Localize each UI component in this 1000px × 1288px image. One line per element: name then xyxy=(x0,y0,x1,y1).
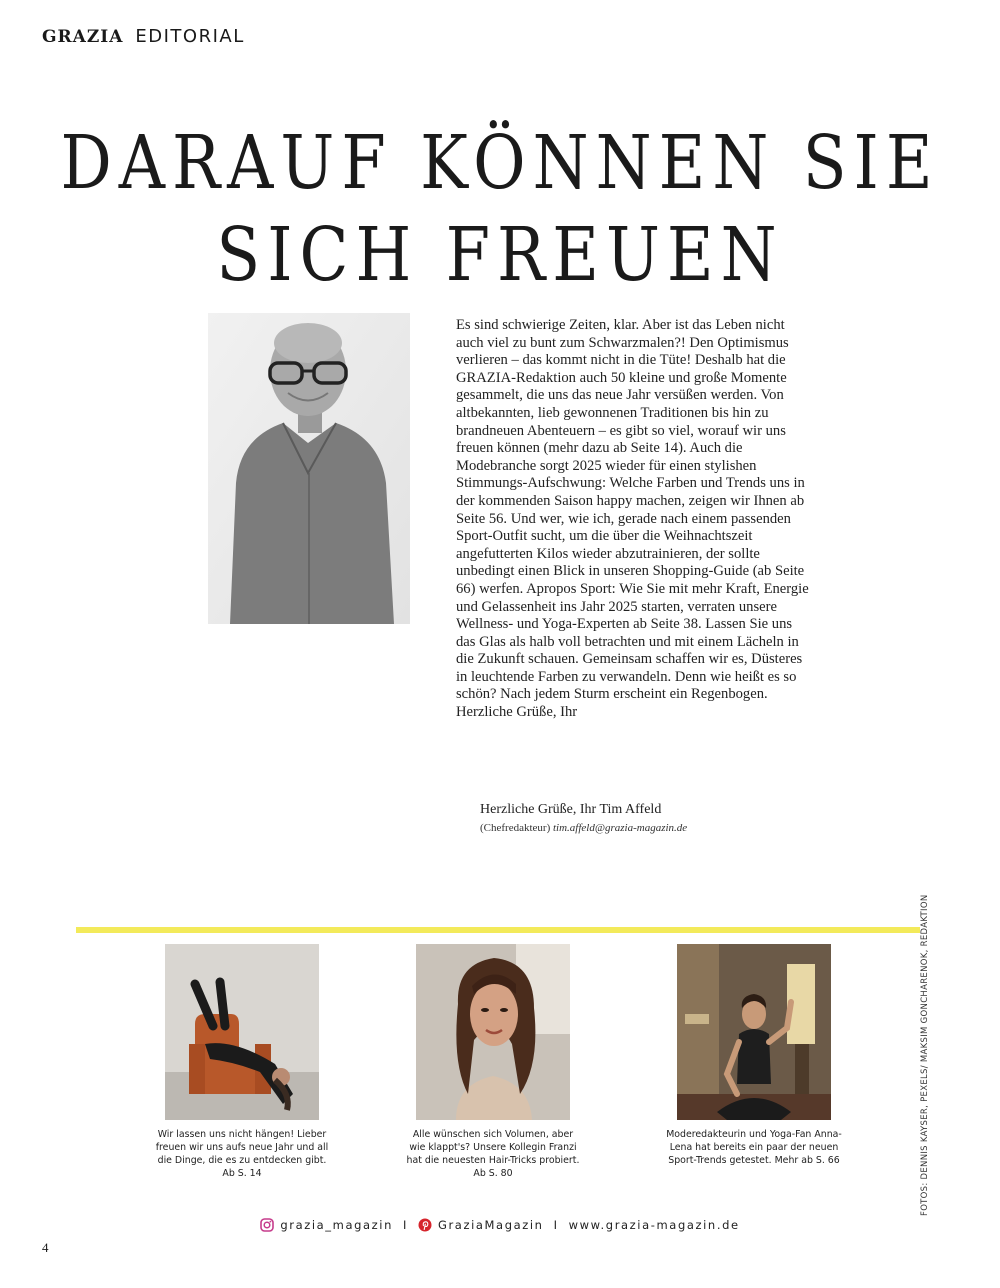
brand-logo: GRAZIA xyxy=(42,27,124,47)
instagram-icon[interactable] xyxy=(260,1218,274,1232)
instagram-handle[interactable]: grazia_magazin xyxy=(280,1218,393,1232)
pinterest-icon[interactable] xyxy=(418,1218,432,1232)
headline xyxy=(60,118,940,302)
feature-caption-1: Wir lassen uns nicht hängen! Lieber freuen wir uns aufs neue Jahr und all die Dinge, die es zu entdecken gibt. Ab S. 14 xyxy=(155,1129,329,1179)
section-label: EDITORIAL xyxy=(135,26,245,47)
article-body: Es sind schwierige Zeiten, klar. Aber ist das Leben nicht auch viel zu bunt zum Schwarzmalen?! Den Optimismus verlieren – das kommt nicht in die Tüte! Deshalb hat die GRAZIA-Redaktion auch 50 kleine und große Momente gesammelt, die uns das neue Jahr versüßen werden. Von altbekannten, lieb gewonnenen Traditionen bis hin zu brandneuen Abenteuern – es gibt so viel, worauf wir uns freuen können (mehr dazu ab Seite 14). Auch die Modebranche sorgt 2025 wieder für einen stylishen Stimmungs-Aufschwung: Welche Farben und Trends uns in der kommenden Saison happy machen, zeigen wir Ihnen ab Seite 56. Und wer, wie ich, gerade nach einem passenden Sport-Outfit sucht, um die über die Weihnachtszeit angefutterten Kilos wieder abzutrainieren, der sollte unbedingt einen Blick in unseren Shopping-Guide (ab Seite 66) werfen. Apropos Sport: Wie Sie mit mehr Kraft, Energie und Gelassenheit ins Jahr 2025 starten, verraten unsere Wellness- und Yoga-Experten ab Seite 38. Lassen Sie uns das Glas als halb voll betrachten und mit einem Lächeln in die Zukunft schauen. Gemeinsam schaffen wir es, Düsteres in leuchtende Farben zu verwandeln. Denn wie heißt es so schön? Nach jedem Sturm erscheint ein Regenbogen. Herzliche Grüße, Ihr xyxy=(456,317,809,721)
feature-photo-yoga xyxy=(677,944,831,1120)
headline-line-2: SICH FREUEN xyxy=(216,213,784,299)
website-link[interactable]: www.grazia-magazin.de xyxy=(568,1218,740,1232)
accent-bar xyxy=(76,927,920,933)
social-footer xyxy=(0,1218,1000,1232)
signoff-greeting: Herzliche Grüße, Ihr Tim Affeld xyxy=(480,802,662,817)
signoff xyxy=(480,802,687,834)
photo-credit: FOTOS: DENNIS KAYSER, PEXELS/ MAKSIM GONCHARENOK, REDAKTION xyxy=(920,894,930,1216)
feature-caption-2: Alle wünschen sich Volumen, aber wie klappt's? Unsere Kollegin Franzi hat die neuesten Hair-Tricks probiert. Ab S. 80 xyxy=(406,1129,580,1179)
feature-caption-3: Moderedakteurin und Yoga-Fan Anna-Lena hat bereits ein paar der neuen Sport-Trends getestet. Mehr ab S. 66 xyxy=(666,1129,842,1166)
author-email[interactable]: tim.affeld@grazia-magazin.de xyxy=(553,822,688,834)
author-credit xyxy=(480,822,687,834)
page-number: 4 xyxy=(42,1240,49,1255)
footer-separator: I xyxy=(553,1218,559,1232)
feature-photo-armchair xyxy=(165,944,319,1120)
headline-line-1: DARAUF KÖNNEN SIE xyxy=(60,121,940,207)
feature-card-1 xyxy=(154,944,330,1180)
pinterest-handle[interactable]: GraziaMagazin xyxy=(437,1218,544,1232)
author-role: (Chefredakteur) xyxy=(480,822,551,834)
feature-photo-hair xyxy=(416,944,570,1120)
feature-card-2 xyxy=(405,944,581,1180)
footer-separator: I xyxy=(402,1218,408,1232)
editor-portrait xyxy=(208,313,410,624)
page-header xyxy=(42,26,245,47)
feature-card-3 xyxy=(666,944,842,1167)
